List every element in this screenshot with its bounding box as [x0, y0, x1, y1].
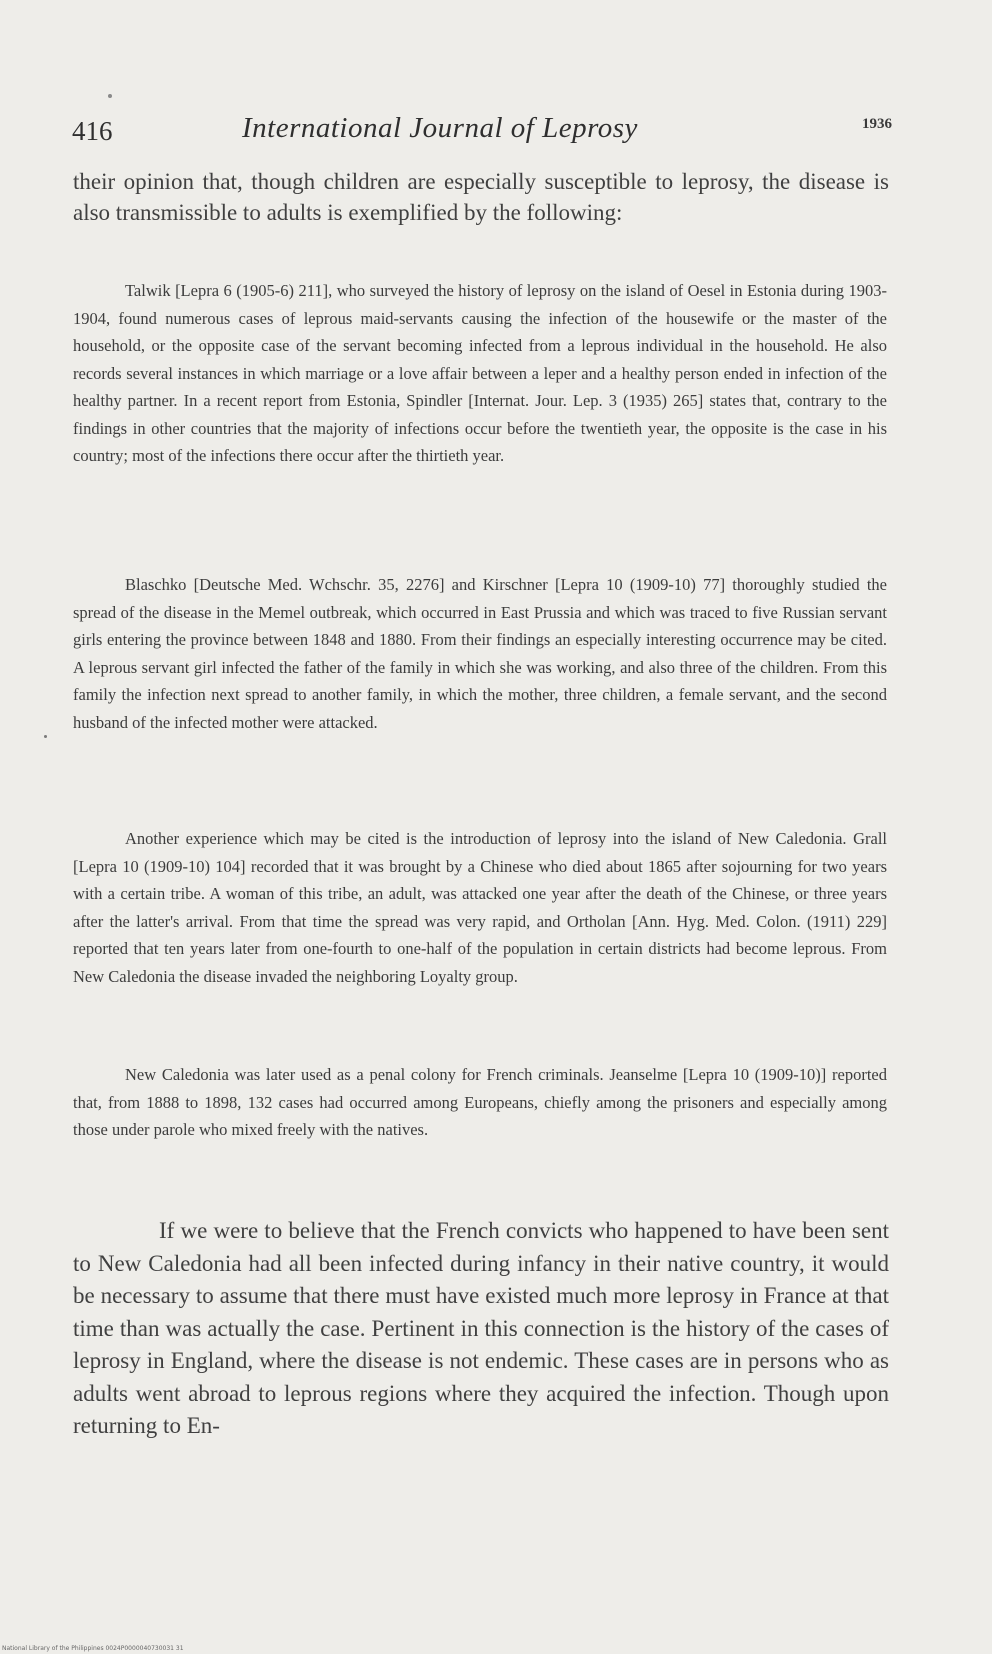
quote-paragraph-talwik: Talwik [Lepra 6 (1905-6) 211], who surveyed the history of leprosy on the island of Oesel in Estonia during 1903-1904, found numerous cases of leprous maid-servants causing the infection of the housewife or the master of the household, or the opposite case of the servant becoming infected from a leprous individual in the household. He also records several instances in which marriage or a love affair between a leper and a healthy person ended in infection of the healthy partner. In a recent report from Estonia, Spindler [Internat. Jour. Lep. 3 (1935) 265] states that, contrary to the findings in other countries that the majority of infections occur before the twentieth year, the opposite is the case in his country; most of the infections there occur after the thirtieth year. [73, 281, 887, 465]
scan-speck [44, 735, 47, 738]
quote-paragraph-new-caledonia: Another experience which may be cited is the introduction of leprosy into the island of New Caledonia. Grall [Lepra 10 (1909-10) 104] recorded that it was brought by a Chinese who died about 1865 after sojourning for two years with a certain tribe. A woman of this tribe, an adult, was attacked one year after the death of the Chinese, or three years after the latter's arrival. From that time the spread was very rapid, and Ortholan [Ann. Hyg. Med. Colon. (1911) 229] reported that ten years later from one-fourth to one-half of the population in certain districts had become leprous. From New Caledonia the disease invaded the neighboring Loyalty group. [73, 829, 887, 986]
header-year: 1936 [862, 116, 892, 132]
scan-speck [108, 94, 112, 98]
scan-credit: National Library of the Philippines 0024P0000040730031 31 [2, 1645, 184, 1652]
quote-paragraph-blaschko: Blaschko [Deutsche Med. Wchschr. 35, 2276] and Kirschner [Lepra 10 (1909-10) 77] thoroughly studied the spread of the disease in the Memel outbreak, which occurred in East Prussia and which was traced to five Russian servant girls entering the province between 1848 and 1880. From their findings an especially interesting occurrence may be cited. A leprous servant girl infected the father of the family in which she was working, and also three of the children. From this family the infection next spread to another family, in which the mother, three children, a female servant, and the second husband of the infected mother were attacked. [73, 575, 887, 732]
closing-paragraph: If we were to believe that the French convicts who happened to have been sent to New Caledonia had all been infected during infancy in their native country, it would be necessary to assume that there must have existed much more leprosy in France at that time than was actually the case. Pertinent in this connection is the history of the cases of leprosy in England, where the disease is not endemic. These cases are in persons who as adults went abroad to leprous regions where they acquired the infection. Though upon returning to En- [73, 1218, 889, 1438]
intro-paragraph: their opinion that, though children are especially susceptible to leprosy, the disease is also transmissible to adults is exemplified by the following: [73, 169, 889, 225]
quote-paragraph-penal-colony: New Caledonia was later used as a penal colony for French criminals. Jeanselme [Lepra 10 (1909-10)] reported that, from 1888 to 1898, 132 cases had occurred among Europeans, chiefly among the prisoners and especially among those under parole who mixed freely with the natives. [73, 1065, 887, 1139]
page-number: 416 [72, 116, 113, 146]
running-header [72, 112, 892, 152]
journal-title: International Journal of Leprosy [242, 112, 638, 144]
